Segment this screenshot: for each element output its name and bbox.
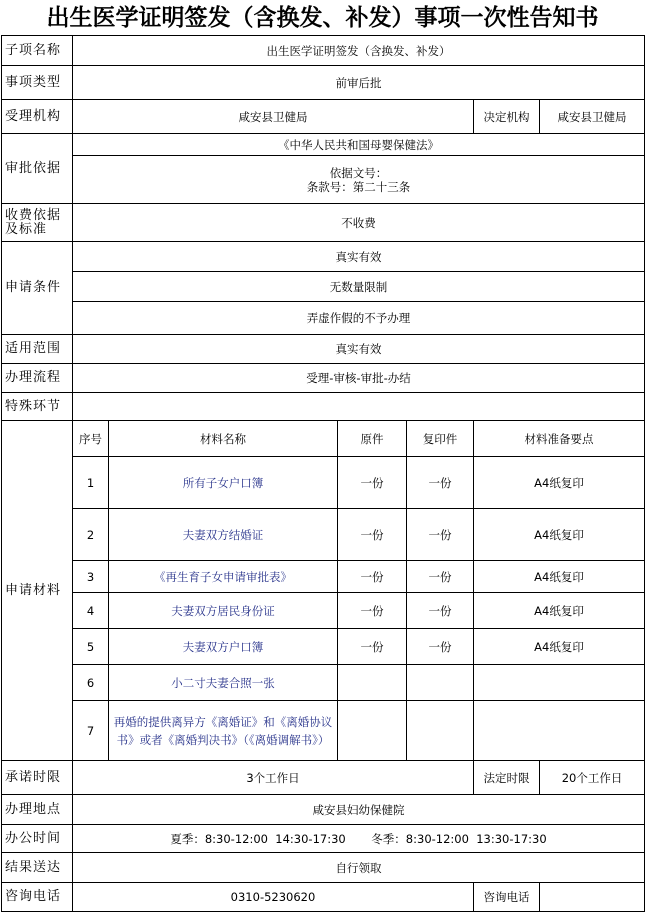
row-condition-2 bbox=[2, 272, 645, 302]
item-type-label: 事项类型 bbox=[2, 66, 73, 100]
material-name: 再婚的提供离异方《离婚证》和《离婚协议书》或者《离婚判决书》（《离婚调解书》） bbox=[109, 701, 338, 761]
deadline-value: 3个工作日 bbox=[73, 761, 474, 795]
deadline-label: 承诺时限 bbox=[2, 761, 73, 795]
phone-value: 0310-5230620 bbox=[73, 883, 474, 912]
material-original: 一份 bbox=[338, 509, 407, 561]
row-deadline bbox=[2, 761, 645, 795]
phone-value-2 bbox=[540, 883, 645, 912]
process-label: 办理流程 bbox=[2, 364, 73, 393]
material-row bbox=[2, 561, 645, 593]
material-copy bbox=[407, 665, 474, 701]
phone-label: 咨询电话 bbox=[2, 883, 73, 912]
row-delivery bbox=[2, 853, 645, 883]
material-no: 7 bbox=[73, 701, 109, 761]
materials-header-name: 材料名称 bbox=[109, 421, 338, 457]
material-copy: 一份 bbox=[407, 509, 474, 561]
condition-item: 真实有效 bbox=[73, 242, 645, 272]
condition-item: 弄虚作假的不予办理 bbox=[73, 302, 645, 335]
row-condition-1 bbox=[2, 242, 645, 272]
material-req: A4纸复印 bbox=[474, 593, 645, 629]
materials-header-no: 序号 bbox=[73, 421, 109, 457]
row-special bbox=[2, 393, 645, 421]
special-label: 特殊环节 bbox=[2, 393, 73, 421]
material-copy: 一份 bbox=[407, 457, 474, 509]
material-no: 5 bbox=[73, 629, 109, 665]
agency-value: 咸安县卫健局 bbox=[73, 100, 474, 134]
row-condition-3 bbox=[2, 302, 645, 335]
material-original bbox=[338, 665, 407, 701]
row-phone bbox=[2, 883, 645, 912]
material-name: 小二寸夫妻合照一张 bbox=[109, 665, 338, 701]
agency-label: 受理机构 bbox=[2, 100, 73, 134]
material-no: 3 bbox=[73, 561, 109, 593]
material-req: A4纸复印 bbox=[474, 457, 645, 509]
material-req: A4纸复印 bbox=[474, 561, 645, 593]
row-location bbox=[2, 795, 645, 825]
material-no: 4 bbox=[73, 593, 109, 629]
basis-article-no: 条款号：第二十三条 bbox=[306, 179, 411, 194]
decision-agency-value: 咸安县卫健局 bbox=[540, 100, 645, 134]
scope-label: 适用范围 bbox=[2, 335, 73, 364]
process-value: 受理-审核-审批-办结 bbox=[73, 364, 645, 393]
material-name: 夫妻双方户口簿 bbox=[109, 629, 338, 665]
scope-value: 真实有效 bbox=[73, 335, 645, 364]
materials-header-row bbox=[2, 421, 645, 457]
hours-label: 办公时间 bbox=[2, 825, 73, 853]
page-title: 出生医学证明签发（含换发、补发）事项一次性告知书 bbox=[46, 5, 599, 31]
material-original: 一份 bbox=[338, 457, 407, 509]
delivery-value: 自行领取 bbox=[73, 853, 645, 883]
conditions-label: 申请条件 bbox=[2, 242, 73, 335]
notice-table bbox=[1, 35, 645, 912]
basis-doc-cell bbox=[73, 156, 645, 204]
material-row bbox=[2, 593, 645, 629]
hours-value: 夏季：8:30-12:00 14:30-17:30 冬季：8:30-12:00 13:30-17:30 bbox=[73, 825, 645, 853]
material-row bbox=[2, 665, 645, 701]
materials-header-original: 原件 bbox=[338, 421, 407, 457]
basis-doc-no: 依据文号： bbox=[329, 165, 388, 180]
fee-value: 不收费 bbox=[73, 204, 645, 242]
material-no: 6 bbox=[73, 665, 109, 701]
material-no: 2 bbox=[73, 509, 109, 561]
material-copy: 一份 bbox=[407, 629, 474, 665]
row-process bbox=[2, 364, 645, 393]
material-no: 1 bbox=[73, 457, 109, 509]
material-row bbox=[2, 629, 645, 665]
row-item-name bbox=[2, 36, 645, 66]
item-name-label: 子项名称 bbox=[2, 36, 73, 66]
material-row bbox=[2, 509, 645, 561]
location-value: 咸安县妇幼保健院 bbox=[73, 795, 645, 825]
row-scope bbox=[2, 335, 645, 364]
material-original: 一份 bbox=[338, 629, 407, 665]
basis-law: 《中华人民共和国母婴保健法》 bbox=[73, 134, 645, 156]
item-name-value: 出生医学证明签发（含换发、补发） bbox=[73, 36, 645, 66]
material-name: 所有子女户口簿 bbox=[109, 457, 338, 509]
material-copy: 一份 bbox=[407, 593, 474, 629]
material-req bbox=[474, 701, 645, 761]
materials-header-copy: 复印件 bbox=[407, 421, 474, 457]
row-fee bbox=[2, 204, 645, 242]
row-basis-doc bbox=[2, 156, 645, 204]
material-req: A4纸复印 bbox=[474, 509, 645, 561]
condition-item: 无数量限制 bbox=[73, 272, 645, 302]
phone-label-2: 咨询电话 bbox=[474, 883, 540, 912]
materials-label: 申请材料 bbox=[2, 421, 73, 761]
row-hours bbox=[2, 825, 645, 853]
material-original: 一份 bbox=[338, 561, 407, 593]
legal-deadline-value: 20个工作日 bbox=[540, 761, 645, 795]
material-req: A4纸复印 bbox=[474, 629, 645, 665]
row-agency bbox=[2, 100, 645, 134]
decision-agency-label: 决定机构 bbox=[474, 100, 540, 134]
materials-header-req: 材料准备要点 bbox=[474, 421, 645, 457]
location-label: 办理地点 bbox=[2, 795, 73, 825]
row-basis-law bbox=[2, 134, 645, 156]
material-req bbox=[474, 665, 645, 701]
material-name: 夫妻双方居民身份证 bbox=[109, 593, 338, 629]
material-original bbox=[338, 701, 407, 761]
delivery-label: 结果送达 bbox=[2, 853, 73, 883]
material-name: 《再生育子女申请审批表》 bbox=[109, 561, 338, 593]
material-row bbox=[2, 457, 645, 509]
material-copy: 一份 bbox=[407, 561, 474, 593]
legal-deadline-label: 法定时限 bbox=[474, 761, 540, 795]
fee-label: 收费依据及标准 bbox=[2, 204, 73, 242]
row-item-type bbox=[2, 66, 645, 100]
material-original: 一份 bbox=[338, 593, 407, 629]
basis-label: 审批依据 bbox=[2, 134, 73, 204]
material-name: 夫妻双方结婚证 bbox=[109, 509, 338, 561]
special-value bbox=[73, 393, 645, 421]
material-copy bbox=[407, 701, 474, 761]
item-type-value: 前审后批 bbox=[73, 66, 645, 100]
material-row bbox=[2, 701, 645, 761]
